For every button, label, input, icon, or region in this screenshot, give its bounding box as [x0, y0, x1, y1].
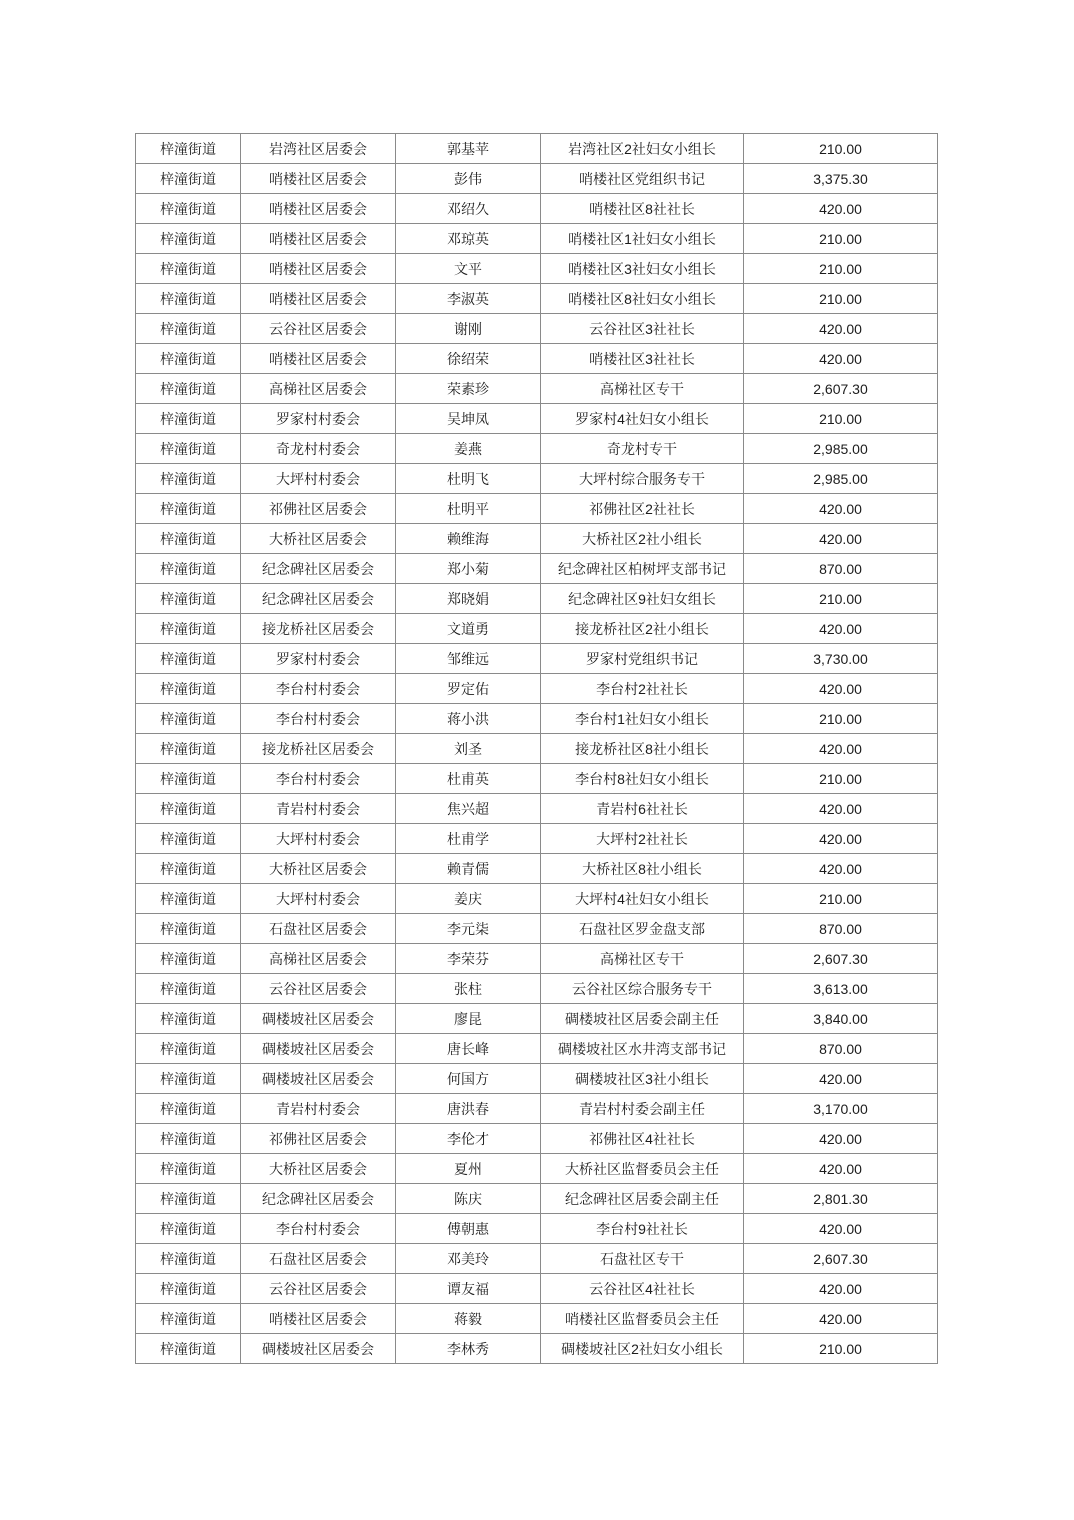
cell-committee: 哨楼社区居委会 [241, 224, 396, 254]
cell-name: 杜明平 [396, 494, 541, 524]
table-row [136, 1184, 938, 1214]
cell-street: 梓潼街道 [136, 404, 241, 434]
cell-committee: 高梯社区居委会 [241, 944, 396, 974]
cell-position: 哨楼社区3社妇女小组长 [541, 254, 744, 284]
cell-name: 姜庆 [396, 884, 541, 914]
cell-street: 梓潼街道 [136, 1064, 241, 1094]
cell-committee: 李台村村委会 [241, 674, 396, 704]
cell-amount: 3,840.00 [744, 1004, 938, 1034]
cell-amount: 210.00 [744, 764, 938, 794]
cell-amount: 420.00 [744, 344, 938, 374]
table-row [136, 464, 938, 494]
cell-position: 青岩村6社社长 [541, 794, 744, 824]
table-row [136, 944, 938, 974]
table-row [136, 974, 938, 1004]
cell-position: 接龙桥社区8社小组长 [541, 734, 744, 764]
cell-position: 哨楼社区1社妇女小组长 [541, 224, 744, 254]
cell-name: 姜燕 [396, 434, 541, 464]
cell-position: 大桥社区2社小组长 [541, 524, 744, 554]
cell-amount: 210.00 [744, 284, 938, 314]
cell-name: 邓琼英 [396, 224, 541, 254]
cell-committee: 罗家村村委会 [241, 404, 396, 434]
cell-name: 郑晓娟 [396, 584, 541, 614]
cell-name: 郭基苹 [396, 134, 541, 164]
cell-name: 赖青儒 [396, 854, 541, 884]
cell-amount: 420.00 [744, 314, 938, 344]
cell-street: 梓潼街道 [136, 914, 241, 944]
cell-committee: 大桥社区居委会 [241, 1154, 396, 1184]
cell-name: 文平 [396, 254, 541, 284]
table-row [136, 194, 938, 224]
table-body [136, 134, 938, 1364]
cell-street: 梓潼街道 [136, 884, 241, 914]
cell-position: 哨楼社区8社社长 [541, 194, 744, 224]
cell-amount: 2,801.30 [744, 1184, 938, 1214]
table-row [136, 674, 938, 704]
cell-street: 梓潼街道 [136, 554, 241, 584]
cell-position: 奇龙村专干 [541, 434, 744, 464]
table-row [136, 284, 938, 314]
cell-position: 罗家村4社妇女小组长 [541, 404, 744, 434]
cell-amount: 870.00 [744, 554, 938, 584]
cell-position: 李台村2社社长 [541, 674, 744, 704]
cell-position: 哨楼社区3社社长 [541, 344, 744, 374]
cell-name: 杜甫学 [396, 824, 541, 854]
cell-amount: 420.00 [744, 1304, 938, 1334]
staff-subsidy-table [135, 133, 938, 1364]
cell-name: 彭伟 [396, 164, 541, 194]
cell-name: 蒋小洪 [396, 704, 541, 734]
cell-committee: 石盘社区居委会 [241, 1244, 396, 1274]
cell-committee: 云谷社区居委会 [241, 1274, 396, 1304]
cell-street: 梓潼街道 [136, 1154, 241, 1184]
cell-amount: 3,375.30 [744, 164, 938, 194]
cell-amount: 870.00 [744, 1034, 938, 1064]
cell-name: 邹维远 [396, 644, 541, 674]
cell-street: 梓潼街道 [136, 314, 241, 344]
cell-street: 梓潼街道 [136, 704, 241, 734]
table-row [136, 614, 938, 644]
cell-position: 大坪村综合服务专干 [541, 464, 744, 494]
cell-committee: 大桥社区居委会 [241, 854, 396, 884]
cell-committee: 哨楼社区居委会 [241, 1304, 396, 1334]
table-row [136, 644, 938, 674]
cell-name: 徐绍荣 [396, 344, 541, 374]
cell-street: 梓潼街道 [136, 1214, 241, 1244]
cell-position: 大桥社区8社小组长 [541, 854, 744, 884]
table-row [136, 1154, 938, 1184]
cell-street: 梓潼街道 [136, 1184, 241, 1214]
cell-amount: 420.00 [744, 794, 938, 824]
cell-street: 梓潼街道 [136, 134, 241, 164]
cell-position: 纪念碑社区居委会副主任 [541, 1184, 744, 1214]
table-row [136, 1004, 938, 1034]
cell-position: 祁佛社区4社社长 [541, 1124, 744, 1154]
cell-name: 傅朝惠 [396, 1214, 541, 1244]
cell-name: 唐洪春 [396, 1094, 541, 1124]
cell-position: 接龙桥社区2社小组长 [541, 614, 744, 644]
cell-amount: 420.00 [744, 674, 938, 704]
cell-amount: 420.00 [744, 734, 938, 764]
cell-position: 云谷社区综合服务专干 [541, 974, 744, 1004]
cell-committee: 碉楼坡社区居委会 [241, 1034, 396, 1064]
table-row [136, 884, 938, 914]
table-row [136, 914, 938, 944]
cell-amount: 210.00 [744, 254, 938, 284]
table-row [136, 1214, 938, 1244]
table-row [136, 1034, 938, 1064]
cell-amount: 420.00 [744, 194, 938, 224]
cell-street: 梓潼街道 [136, 464, 241, 494]
cell-position: 石盘社区专干 [541, 1244, 744, 1274]
cell-amount: 420.00 [744, 614, 938, 644]
cell-position: 大桥社区监督委员会主任 [541, 1154, 744, 1184]
table-row [136, 404, 938, 434]
cell-committee: 高梯社区居委会 [241, 374, 396, 404]
cell-name: 唐长峰 [396, 1034, 541, 1064]
table-row [136, 554, 938, 584]
cell-name: 郑小菊 [396, 554, 541, 584]
cell-position: 纪念碑社区柏树坪支部书记 [541, 554, 744, 584]
cell-name: 廖昆 [396, 1004, 541, 1034]
cell-amount: 210.00 [744, 224, 938, 254]
cell-committee: 哨楼社区居委会 [241, 164, 396, 194]
cell-amount: 210.00 [744, 704, 938, 734]
cell-position: 纪念碑社区9社妇女组长 [541, 584, 744, 614]
cell-street: 梓潼街道 [136, 824, 241, 854]
cell-amount: 2,985.00 [744, 434, 938, 464]
cell-committee: 祁佛社区居委会 [241, 494, 396, 524]
cell-amount: 3,730.00 [744, 644, 938, 674]
cell-position: 碉楼坡社区水井湾支部书记 [541, 1034, 744, 1064]
cell-position: 高梯社区专干 [541, 374, 744, 404]
cell-street: 梓潼街道 [136, 1034, 241, 1064]
cell-position: 高梯社区专干 [541, 944, 744, 974]
table-row [136, 794, 938, 824]
cell-amount: 210.00 [744, 884, 938, 914]
cell-amount: 420.00 [744, 854, 938, 884]
cell-committee: 哨楼社区居委会 [241, 254, 396, 284]
cell-street: 梓潼街道 [136, 854, 241, 884]
cell-amount: 420.00 [744, 1154, 938, 1184]
cell-committee: 李台村村委会 [241, 704, 396, 734]
cell-committee: 碉楼坡社区居委会 [241, 1334, 396, 1364]
cell-street: 梓潼街道 [136, 764, 241, 794]
cell-amount: 210.00 [744, 404, 938, 434]
cell-amount: 870.00 [744, 914, 938, 944]
cell-committee: 青岩村村委会 [241, 1094, 396, 1124]
table-row [136, 164, 938, 194]
cell-street: 梓潼街道 [136, 1244, 241, 1274]
cell-committee: 纪念碑社区居委会 [241, 1184, 396, 1214]
cell-street: 梓潼街道 [136, 524, 241, 554]
cell-committee: 云谷社区居委会 [241, 314, 396, 344]
cell-position: 大坪村2社社长 [541, 824, 744, 854]
cell-street: 梓潼街道 [136, 1334, 241, 1364]
cell-name: 荣素珍 [396, 374, 541, 404]
cell-committee: 接龙桥社区居委会 [241, 614, 396, 644]
cell-amount: 420.00 [744, 494, 938, 524]
cell-name: 罗定佑 [396, 674, 541, 704]
cell-amount: 420.00 [744, 824, 938, 854]
cell-street: 梓潼街道 [136, 644, 241, 674]
cell-amount: 210.00 [744, 134, 938, 164]
table-row [136, 224, 938, 254]
cell-committee: 大桥社区居委会 [241, 524, 396, 554]
cell-position: 祁佛社区2社社长 [541, 494, 744, 524]
table-row [136, 434, 938, 464]
cell-name: 文道勇 [396, 614, 541, 644]
cell-name: 吴坤凤 [396, 404, 541, 434]
cell-street: 梓潼街道 [136, 494, 241, 524]
cell-street: 梓潼街道 [136, 734, 241, 764]
cell-committee: 哨楼社区居委会 [241, 194, 396, 224]
table-row [136, 764, 938, 794]
cell-name: 蒋毅 [396, 1304, 541, 1334]
cell-street: 梓潼街道 [136, 344, 241, 374]
cell-name: 李伦才 [396, 1124, 541, 1154]
cell-amount: 3,613.00 [744, 974, 938, 1004]
cell-amount: 420.00 [744, 1214, 938, 1244]
cell-name: 李林秀 [396, 1334, 541, 1364]
cell-committee: 哨楼社区居委会 [241, 284, 396, 314]
table-row [136, 344, 938, 374]
cell-position: 青岩村村委会副主任 [541, 1094, 744, 1124]
cell-amount: 420.00 [744, 1274, 938, 1304]
table-row [136, 734, 938, 764]
cell-position: 碉楼坡社区3社小组长 [541, 1064, 744, 1094]
cell-committee: 李台村村委会 [241, 764, 396, 794]
cell-street: 梓潼街道 [136, 164, 241, 194]
cell-name: 李淑英 [396, 284, 541, 314]
cell-position: 云谷社区4社社长 [541, 1274, 744, 1304]
cell-name: 张柱 [396, 974, 541, 1004]
cell-street: 梓潼街道 [136, 584, 241, 614]
table-row [136, 704, 938, 734]
cell-committee: 大坪村村委会 [241, 884, 396, 914]
cell-name: 焦兴超 [396, 794, 541, 824]
cell-street: 梓潼街道 [136, 224, 241, 254]
cell-amount: 2,607.30 [744, 374, 938, 404]
cell-position: 哨楼社区监督委员会主任 [541, 1304, 744, 1334]
cell-street: 梓潼街道 [136, 194, 241, 224]
cell-name: 赖维海 [396, 524, 541, 554]
cell-committee: 碉楼坡社区居委会 [241, 1004, 396, 1034]
cell-position: 罗家村党组织书记 [541, 644, 744, 674]
cell-name: 谢刚 [396, 314, 541, 344]
cell-amount: 210.00 [744, 1334, 938, 1364]
cell-street: 梓潼街道 [136, 434, 241, 464]
table-row [136, 584, 938, 614]
cell-street: 梓潼街道 [136, 1274, 241, 1304]
cell-street: 梓潼街道 [136, 1004, 241, 1034]
table-row [136, 1244, 938, 1274]
cell-street: 梓潼街道 [136, 974, 241, 1004]
cell-position: 哨楼社区8社妇女小组长 [541, 284, 744, 314]
cell-name: 何国方 [396, 1064, 541, 1094]
cell-position: 大坪村4社妇女小组长 [541, 884, 744, 914]
cell-position: 李台村1社妇女小组长 [541, 704, 744, 734]
cell-street: 梓潼街道 [136, 254, 241, 284]
cell-amount: 2,607.30 [744, 944, 938, 974]
table-row [136, 1064, 938, 1094]
cell-name: 陈庆 [396, 1184, 541, 1214]
cell-name: 杜甫英 [396, 764, 541, 794]
cell-position: 碉楼坡社区居委会副主任 [541, 1004, 744, 1034]
table-row [136, 854, 938, 884]
table-row [136, 374, 938, 404]
cell-committee: 李台村村委会 [241, 1214, 396, 1244]
cell-committee: 纪念碑社区居委会 [241, 584, 396, 614]
table-row [136, 494, 938, 524]
cell-name: 杜明飞 [396, 464, 541, 494]
cell-amount: 420.00 [744, 1124, 938, 1154]
cell-name: 邓绍久 [396, 194, 541, 224]
cell-amount: 420.00 [744, 1064, 938, 1094]
cell-amount: 3,170.00 [744, 1094, 938, 1124]
cell-committee: 接龙桥社区居委会 [241, 734, 396, 764]
cell-name: 刘圣 [396, 734, 541, 764]
cell-position: 李台村9社社长 [541, 1214, 744, 1244]
cell-committee: 青岩村村委会 [241, 794, 396, 824]
table-row [136, 134, 938, 164]
cell-name: 邓美玲 [396, 1244, 541, 1274]
cell-street: 梓潼街道 [136, 284, 241, 314]
cell-street: 梓潼街道 [136, 614, 241, 644]
table-row [136, 824, 938, 854]
cell-committee: 纪念碑社区居委会 [241, 554, 396, 584]
table-row [136, 1124, 938, 1154]
cell-name: 谭友福 [396, 1274, 541, 1304]
cell-name: 李荣芬 [396, 944, 541, 974]
cell-name: 李元柒 [396, 914, 541, 944]
cell-committee: 奇龙村村委会 [241, 434, 396, 464]
table-row [136, 314, 938, 344]
cell-amount: 420.00 [744, 524, 938, 554]
cell-committee: 罗家村村委会 [241, 644, 396, 674]
cell-committee: 碉楼坡社区居委会 [241, 1064, 396, 1094]
cell-amount: 2,985.00 [744, 464, 938, 494]
cell-name: 夏州 [396, 1154, 541, 1184]
cell-street: 梓潼街道 [136, 944, 241, 974]
cell-position: 李台村8社妇女小组长 [541, 764, 744, 794]
cell-position: 哨楼社区党组织书记 [541, 164, 744, 194]
cell-committee: 岩湾社区居委会 [241, 134, 396, 164]
table-row [136, 254, 938, 284]
cell-position: 石盘社区罗金盘支部 [541, 914, 744, 944]
cell-committee: 祁佛社区居委会 [241, 1124, 396, 1154]
table-row [136, 1334, 938, 1364]
cell-committee: 大坪村村委会 [241, 464, 396, 494]
table-row [136, 1274, 938, 1304]
cell-street: 梓潼街道 [136, 674, 241, 704]
table-row [136, 1094, 938, 1124]
cell-position: 云谷社区3社社长 [541, 314, 744, 344]
cell-committee: 哨楼社区居委会 [241, 344, 396, 374]
table-row [136, 1304, 938, 1334]
cell-street: 梓潼街道 [136, 374, 241, 404]
cell-street: 梓潼街道 [136, 794, 241, 824]
cell-position: 碉楼坡社区2社妇女小组长 [541, 1334, 744, 1364]
cell-street: 梓潼街道 [136, 1124, 241, 1154]
cell-street: 梓潼街道 [136, 1304, 241, 1334]
cell-position: 岩湾社区2社妇女小组长 [541, 134, 744, 164]
cell-committee: 石盘社区居委会 [241, 914, 396, 944]
cell-amount: 2,607.30 [744, 1244, 938, 1274]
cell-street: 梓潼街道 [136, 1094, 241, 1124]
table-row [136, 524, 938, 554]
cell-amount: 210.00 [744, 584, 938, 614]
cell-committee: 大坪村村委会 [241, 824, 396, 854]
cell-committee: 云谷社区居委会 [241, 974, 396, 1004]
